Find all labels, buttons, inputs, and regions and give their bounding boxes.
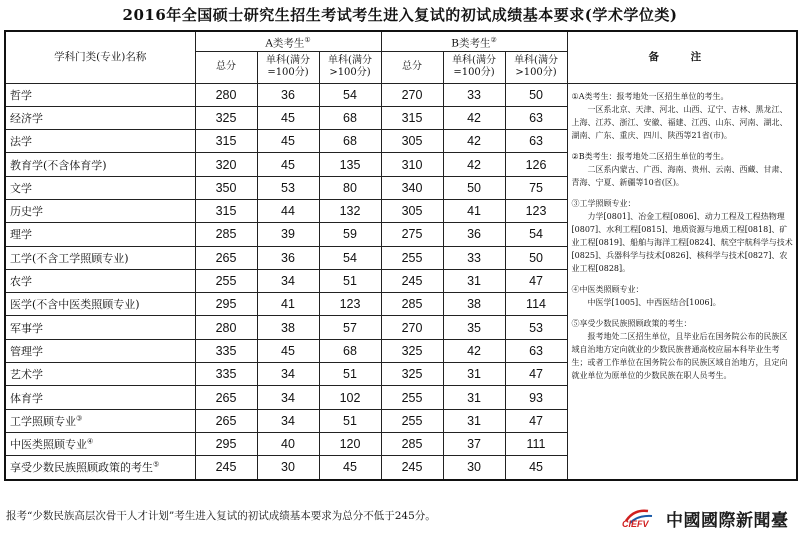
subject-name: 法学 (5, 130, 195, 153)
table-row (5, 83, 797, 106)
score-cell-b: 305 (381, 130, 443, 153)
score-cell-b: 245 (381, 269, 443, 292)
subject-name: 理学 (5, 223, 195, 246)
score-cell-b: 42 (443, 153, 505, 176)
score-cell-a: 280 (195, 316, 257, 339)
note-heading: ③工学照顾专业： (571, 198, 636, 208)
score-cell-a: 255 (195, 269, 257, 292)
score-cell-a: 285 (195, 223, 257, 246)
note-item (572, 317, 794, 382)
score-cell-a: 51 (319, 269, 381, 292)
note-body: 一区系北京、天津、河北、山西、辽宁、吉林、黑龙江、上海、江苏、浙江、安徽、福建、江西、山东、河南、湖北、湖南、广东、重庆、四川、陕西等21省(市)。 (571, 104, 788, 140)
score-cell-a: 59 (319, 223, 381, 246)
group-b-header: B类考生② (381, 31, 567, 51)
group-a-header: A类考生① (195, 31, 381, 51)
score-cell-a: 36 (257, 246, 319, 269)
score-cell-b: 42 (443, 339, 505, 362)
subject-name: 文学 (5, 176, 195, 199)
subject-name: 体育学 (5, 386, 195, 409)
subject-name: 教育学(不含体育学) (5, 153, 195, 176)
notes-header: 备 注 (567, 31, 797, 83)
score-cell-b: 255 (381, 246, 443, 269)
b-single100-header: 单科(满分 =100分) (443, 51, 505, 83)
subject-name: 经济学 (5, 106, 195, 129)
score-cell-b: 340 (381, 176, 443, 199)
subject-name: 艺术学 (5, 363, 195, 386)
score-cell-a: 38 (257, 316, 319, 339)
score-cell-b: 63 (505, 339, 567, 362)
score-cell-b: 325 (381, 363, 443, 386)
score-cell-b: 35 (443, 316, 505, 339)
score-cell-a: 36 (257, 83, 319, 106)
note-body: 报考地处二区招生单位，且毕业后在国务院公布的民族区域自治地方定向就业的少数民族普通高校应届本科毕业生考生；或者工作单位在国务院公布的民族区域自治地方，且定向就业单位为原单位的少数民族在职人员考生。 (571, 331, 788, 380)
score-cell-b: 255 (381, 386, 443, 409)
score-cell-b: 93 (505, 386, 567, 409)
note-item (572, 90, 794, 142)
score-cell-b: 111 (505, 432, 567, 455)
score-cell-a: 102 (319, 386, 381, 409)
score-cell-a: 325 (195, 106, 257, 129)
score-cell-a: 40 (257, 432, 319, 455)
score-cell-b: 245 (381, 456, 443, 480)
score-cell-a: 123 (319, 293, 381, 316)
note-item (572, 150, 794, 189)
score-cell-a: 57 (319, 316, 381, 339)
subject-name: 哲学 (5, 83, 195, 106)
score-cell-b: 50 (505, 246, 567, 269)
score-cell-a: 295 (195, 293, 257, 316)
score-cell-b: 126 (505, 153, 567, 176)
subject-name: 工学(不含工学照顾专业) (5, 246, 195, 269)
score-cell-b: 270 (381, 316, 443, 339)
score-cell-b: 310 (381, 153, 443, 176)
score-cell-a: 30 (257, 456, 319, 480)
a-total-header: 总分 (195, 51, 257, 83)
notes-cell (567, 83, 797, 480)
score-cell-b: 255 (381, 409, 443, 432)
score-cell-a: 315 (195, 130, 257, 153)
score-cell-a: 280 (195, 83, 257, 106)
note-heading: ④中医类照顾专业： (571, 284, 644, 294)
score-cell-a: 45 (257, 130, 319, 153)
score-cell-b: 47 (505, 269, 567, 292)
score-table (4, 30, 798, 481)
score-cell-a: 335 (195, 363, 257, 386)
subject-name: 医学(不含中医类照顾专业) (5, 293, 195, 316)
score-cell-a: 51 (319, 363, 381, 386)
subject-name: 管理学 (5, 339, 195, 362)
table-body (5, 83, 797, 480)
logo (622, 506, 789, 530)
score-cell-b: 42 (443, 130, 505, 153)
logo-icon: CIEFV (622, 507, 662, 529)
note-item (572, 197, 794, 275)
score-cell-b: 53 (505, 316, 567, 339)
b-singlegt100-header: 单科(满分 >100分) (505, 51, 567, 83)
score-cell-a: 68 (319, 106, 381, 129)
score-cell-a: 135 (319, 153, 381, 176)
score-cell-b: 36 (443, 223, 505, 246)
score-cell-b: 54 (505, 223, 567, 246)
score-cell-b: 30 (443, 456, 505, 480)
score-cell-a: 335 (195, 339, 257, 362)
score-cell-a: 54 (319, 246, 381, 269)
page-title: 2016年全国硕士研究生招生考试考生进入复试的初试成绩基本要求(学术学位类) (122, 6, 678, 24)
score-cell-a: 132 (319, 199, 381, 222)
subject-name: 中医类照顾专业④ (5, 432, 195, 455)
score-cell-b: 270 (381, 83, 443, 106)
score-cell-a: 265 (195, 409, 257, 432)
score-cell-a: 45 (257, 339, 319, 362)
score-cell-b: 123 (505, 199, 567, 222)
score-cell-b: 50 (505, 83, 567, 106)
score-cell-b: 114 (505, 293, 567, 316)
score-cell-a: 45 (257, 106, 319, 129)
score-cell-b: 50 (443, 176, 505, 199)
score-cell-b: 275 (381, 223, 443, 246)
score-cell-a: 34 (257, 386, 319, 409)
score-cell-a: 53 (257, 176, 319, 199)
score-cell-b: 33 (443, 246, 505, 269)
score-cell-b: 38 (443, 293, 505, 316)
score-cell-b: 31 (443, 269, 505, 292)
score-cell-b: 75 (505, 176, 567, 199)
score-cell-b: 63 (505, 106, 567, 129)
score-cell-a: 315 (195, 199, 257, 222)
score-cell-b: 31 (443, 409, 505, 432)
score-cell-a: 68 (319, 130, 381, 153)
a-singlegt100-header: 单科(满分 >100分) (319, 51, 381, 83)
score-cell-a: 45 (257, 153, 319, 176)
b-total-header: 总分 (381, 51, 443, 83)
score-cell-b: 63 (505, 130, 567, 153)
note-body: 力学[0801]、冶金工程[0806]、动力工程及工程热物理[0807]、水利工程[0815]、地质资源与地质工程[0818]、矿业工程[0819]、船舶与海洋工程[0824]、航空宇航科学与技术[0825]、兵器科学与技术[0826]、核科学与技术[0827]、农业工程[0828]。 (571, 211, 793, 273)
note-heading: ②B类考生：报考地处二区招生单位的考生。 (571, 151, 729, 161)
subject-name: 工学照顾专业③ (5, 409, 195, 432)
score-cell-a: 34 (257, 409, 319, 432)
score-cell-a: 120 (319, 432, 381, 455)
score-cell-b: 285 (381, 432, 443, 455)
subject-name: 历史学 (5, 199, 195, 222)
score-cell-b: 42 (443, 106, 505, 129)
score-cell-a: 265 (195, 246, 257, 269)
logo-text: 中國國際新聞臺 (666, 510, 789, 531)
score-cell-b: 305 (381, 199, 443, 222)
score-cell-a: 245 (195, 456, 257, 480)
score-cell-a: 45 (319, 456, 381, 480)
note-body: 中医学[1005]、中西医结合[1006]。 (587, 297, 721, 307)
score-cell-b: 31 (443, 386, 505, 409)
footer-note: 报考“少数民族高层次骨干人才计划”考生进入复试的初试成绩基本要求为总分不低于245分。 (6, 510, 436, 522)
score-cell-a: 44 (257, 199, 319, 222)
subject-name: 享受少数民族照顾政策的考生⑤ (5, 456, 195, 480)
score-cell-a: 265 (195, 386, 257, 409)
score-cell-a: 320 (195, 153, 257, 176)
score-cell-a: 54 (319, 83, 381, 106)
score-cell-b: 47 (505, 363, 567, 386)
note-item (572, 283, 794, 309)
score-cell-a: 80 (319, 176, 381, 199)
score-cell-b: 47 (505, 409, 567, 432)
score-cell-b: 325 (381, 339, 443, 362)
score-cell-a: 295 (195, 432, 257, 455)
score-cell-b: 45 (505, 456, 567, 480)
score-cell-b: 315 (381, 106, 443, 129)
a-single100-header: 单科(满分 =100分) (257, 51, 319, 83)
score-cell-b: 41 (443, 199, 505, 222)
score-cell-b: 31 (443, 363, 505, 386)
subject-header: 学科门类(专业)名称 (5, 31, 195, 83)
score-cell-a: 41 (257, 293, 319, 316)
note-heading: ①A类考生：报考地处一区招生单位的考生。 (571, 91, 729, 101)
note-body: 二区系内蒙古、广西、海南、贵州、云南、西藏、甘肃、青海、宁夏、新疆等10省(区)。 (571, 164, 788, 187)
score-cell-a: 34 (257, 363, 319, 386)
score-cell-b: 33 (443, 83, 505, 106)
score-cell-a: 39 (257, 223, 319, 246)
score-cell-a: 51 (319, 409, 381, 432)
score-cell-b: 37 (443, 432, 505, 455)
score-cell-a: 68 (319, 339, 381, 362)
note-heading: ⑤享受少数民族照顾政策的考生： (571, 318, 692, 328)
subject-name: 军事学 (5, 316, 195, 339)
subject-name: 农学 (5, 269, 195, 292)
score-cell-a: 350 (195, 176, 257, 199)
score-cell-a: 34 (257, 269, 319, 292)
score-cell-b: 285 (381, 293, 443, 316)
